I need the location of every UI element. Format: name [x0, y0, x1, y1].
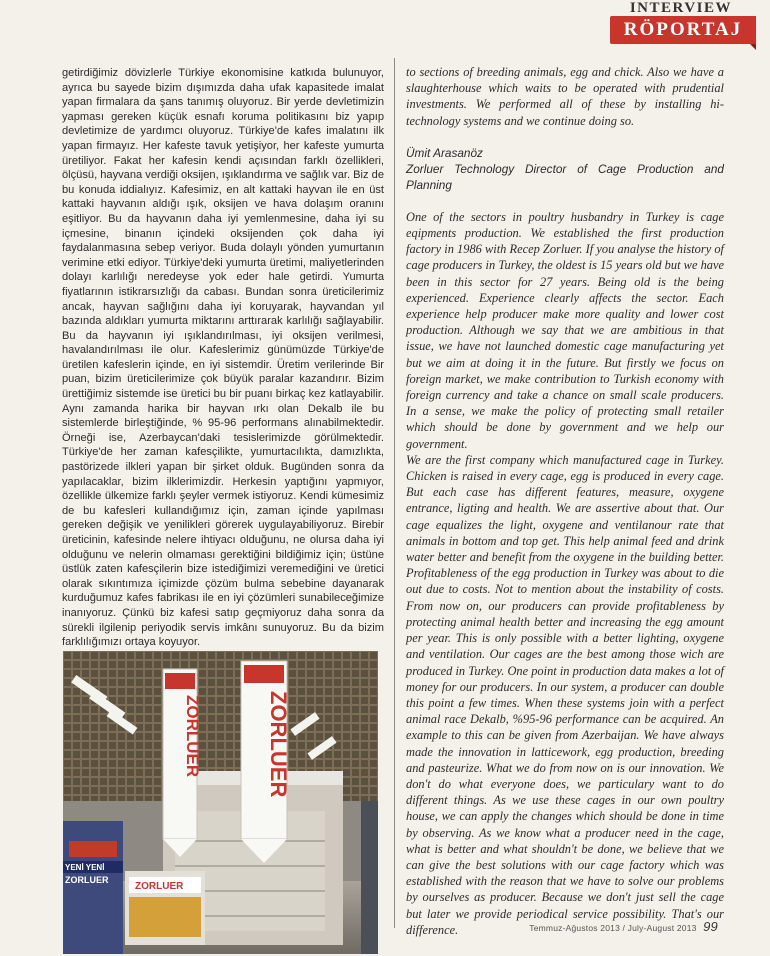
counter-display — [129, 897, 201, 937]
section-tab — [610, 16, 756, 44]
right-edge-pillar — [361, 801, 378, 954]
page-number: 99 — [703, 919, 718, 934]
page-footer — [529, 919, 718, 934]
counter-logo-text: ZORLUER — [135, 881, 184, 892]
signature-name: Ümit Arasanöz — [406, 145, 483, 160]
neighbor-sign-text: YENİ YENİ — [65, 863, 105, 872]
english-body — [406, 209, 724, 938]
banner-right — [241, 661, 291, 863]
booth-illustration — [63, 651, 378, 954]
neighbor-sign — [69, 841, 117, 857]
banner-left-text: ZORLUER — [183, 695, 202, 778]
section-label-en: INTERVIEW — [629, 0, 732, 16]
signature-block — [406, 145, 724, 193]
english-column — [406, 64, 724, 938]
banner-right-text: ZORLUER — [266, 691, 291, 798]
section-label-tr: RÖPORTAJ — [623, 19, 743, 40]
neighbor-sign-text-2: ZORLUER — [65, 875, 109, 885]
banner-left — [163, 669, 202, 857]
signature-title: Zorluer Technology Director of Cage Production and Planning — [406, 161, 724, 192]
issue-label: Temmuz-Ağustos 2013 / July-August 2013 — [529, 923, 697, 933]
english-body-paragraph-1: One of the sectors in poultry husbandry in Turkey is cage eqipments production. We established the first production factory in 1986 with Recep Zorluer. If you analyse the history of cage producers in Turkey, the oldest is 15 years old but we have been in this sector for 27 years. Being old is the being experienced. Experience clearly affects the sector. Each experience help producer make more quality and lower cost production. Although we say that we are ambitious in that issue, we have not launched domestic cage manufacturing yet but we aim at doing it in the future. But firstly we focus on foreign market, we make contribution to Turkish economy with foreign currency and take a chance on small scale producers. In a sense, we make the policy of protecting small retailer which should be done by government and we help our government. — [406, 209, 724, 451]
english-body-paragraph-2: We are the first company which manufactured cage in Turkey. Chicken is raised in every cage, egg is produced in every cage. But each case has different features, measure, oxygene entrance, ligting and health. We are assertive about that. Our cage equalizes the light, oxygene and ventilanour rate that animals in bottom and top get. This help animal feed and drink water better and benefit from the oxygene in the building better. Profitableness of the egg production in Turkey was about to die out due to costs. Not to mention about the instability of costs. From now on, our producers can provide profitableness by protecting animal health better and increasing the egg amount per year. This is only possible with a better lighting, oxygene and ventilation. Our cages are the best among those wich are produced in Turkey. One point in production data makes a lot of money for our producers. In our system, a producer can double this point a few times. When these systems join with a perfect animal race Dekalb, %95-96 performance can be acquired. An example to this can be given from Azerbaijan. We have always made the innovation in latticework, egg production, breeding and pasteurize. What we do from now on is our innovation. We don't do what everyone does, we particulary want to do different things. As we use these cages in our own poultry house, we can apply the changes which should be done in time by observing. As we know what a producer need in the cage, what is better and what shouldn't be done, we believe that we can give the best solutions with our cage factory which was established with the reason that we have to solve our problems by ourselves as producer. Because we don't just sell the cage but later we provide periodical service possibility. That's our difference. — [406, 452, 724, 937]
section-tab-fold — [750, 44, 756, 50]
english-intro: to sections of breeding animals, egg and chick. Also we have a slaughterhouse which waits to be operated with prudential investments. We performed all of these by installing hi-technology systems and we continue doing so. — [406, 65, 724, 128]
exhibition-booth-photo — [63, 651, 378, 954]
turkish-paragraph: getirdiğimiz dövizlerle Türkiye ekonomisine katkıda bulunuyor, ayrıca bu sayede bizim dışımızda daha ufak kapasitede imalat yapan firmalara da şans tanımış oluyoruz. Bir yerde devletimizin yapması gereken küçük esnafı koruma politikasını biz yapıp devletimize de yardımcı oluyoruz. Türkiye'de kafes imalatını ilk yapan firmayız. Her kafeste tavuk yetişiyor, her kafeste yumurta üretiliyor. Fakat her kafesin kendi açısından farklı özellikleri, ölçüsü, hayvana verdiği oksijen, ışıklandırma ve sağlık var. Biz de bu konuda iddialıyız. Kafesimiz, en alt kattaki hayvan ile en üst kattaki hayvanın aldığı ışık, oksijen ve hava dolaşım oranını eşitliyor. Bu da hayvanın daha iyi yemlenmesine, daha iyi su içmesine, binanın içindeki oksijenden çok daha iyi faydalanmasına sebep veriyor. Buda dolaylı yönden yumurtanın verimine etki ediyor. Türkiye'deki yumurta üretimi, maliyetlerinden dolayı karlılığı neredeyse yok eder hale getirdi. Yumurta fiyatlarının istikrarsızlığı da cabası. Bundan sonra üreticilerimiz ancak, hayvan sağlığını daha iyi koruyarak, hayvandan yıl bazında aldıkları yumurta miktarını arttırarak karlılığı sağlayabilir. Bu da hayvanın iyi ışıklandırılması, iyi oksijen verilmesi, havalandırılması ile olur. Kafeslerimiz günümüzde Türkiye'de üretilen kafeslerin içinde, en iyi sistemdir. Üretim verilerinde Bir puan, bizim üreticilerimize çok büyük paralar kazandırır. Bizim ürettiğimiz sistemde ise üretici bu bir puanı birkaç kez katlayabilir. Aynı zamanda harika bir hayvan ırkı olan Dekalb ile bu sistemlerde birleştiğinde, % 95-96 performans alınabilmektedir. Örneği ise, Azerbaycan'daki tesislerimizde görülmektedir. Türkiye'de her zaman kafesçilikte, yumurtacılıkta, damızlıkta, pastörizede ilkleri yapan bir şirket olduk. Bugünden sonra da yapılacaklar, bizim ilklerimizdir. Herkesin yaptığını yapmıyor, özellikle ülkemize farklı şeyler vermek istiyoruz. Kendi kümesimiz de bu kafesleri kullandığımız için, zaman içinde yapılması gereken değişik ve yenilikleri görerek uygulayabiliyoruz. Birebir üreticinin, kafesinde nelere ihtiyacı olduğunu, ne olursa daha iyi olduğunu ve nelerin olmaması gerektiğini bildiğimiz için; üstüne üstlük zaten kafesçilerin bize istediğimizi veremediğini ve üretici olarak sıkıntımıza içimizde çözüm bulma sebebine dayanarak kurduğumuz kafes fabrikası ile en iyi çözümleri sunabileceğimize inanıyoruz. Çünkü biz kafesi satıp geçmiyoruz daha sonra da sürekli ilgilenip periyodik servis imkânı sunuyoruz. Bu da bizim farklılığımızı ortaya koyuyor. — [62, 67, 384, 649]
column-divider — [394, 58, 395, 928]
turkish-column — [62, 66, 384, 650]
neighbor-booth — [63, 821, 123, 954]
